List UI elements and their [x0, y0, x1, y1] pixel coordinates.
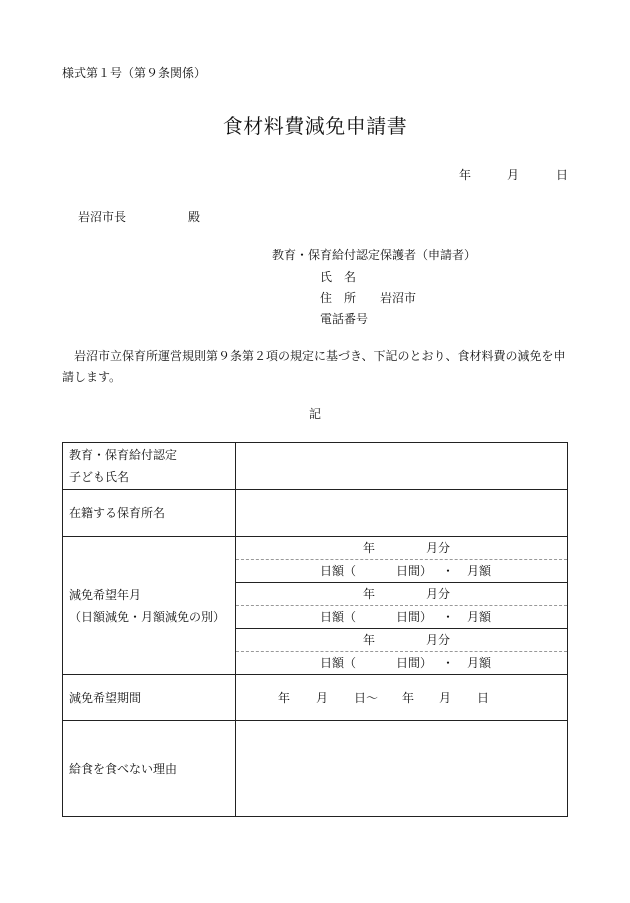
daily-word: 日額（: [320, 610, 357, 624]
applicant-name-row: [320, 268, 380, 285]
month-share-word: 月分: [426, 541, 451, 555]
monthly-word: 月額: [467, 564, 492, 578]
month-share-word: 月分: [426, 633, 451, 647]
applicant-address-row: [320, 289, 416, 306]
period-start-year: 年: [278, 690, 291, 705]
period-end-day: 日: [477, 690, 490, 705]
school-field[interactable]: [236, 490, 568, 537]
exemption-month-label: [63, 537, 236, 675]
days-word: 日間）: [396, 564, 433, 578]
period-end-year: 年: [402, 690, 415, 705]
applicant-phone-row: [320, 310, 380, 327]
daily-word: 日額（: [320, 564, 357, 578]
month-row-2[interactable]: [236, 583, 567, 606]
daily-monthly-row-1[interactable]: [236, 560, 567, 583]
addressee-name: 岩沼市長: [78, 210, 127, 224]
period-start-day: 日〜: [354, 690, 379, 705]
form-number: 様式第１号（第９条関係）: [62, 66, 207, 80]
child-label-line1: 教育・保育給付認定: [69, 448, 178, 462]
addressee-honorific: 殿: [188, 210, 201, 224]
date-day: 日: [556, 168, 569, 182]
child-name-field[interactable]: [236, 443, 568, 490]
reason-field[interactable]: [236, 721, 568, 817]
period-row: [236, 676, 567, 720]
month-label-line1: 減免希望年月: [69, 587, 142, 602]
days-word: 日間）: [396, 610, 433, 624]
daily-monthly-row-2[interactable]: [236, 606, 567, 629]
year-word: 年: [363, 541, 376, 555]
child-name-label: [63, 443, 236, 490]
document-title: 食材料費減免申請書: [222, 114, 408, 138]
application-table: [62, 442, 568, 817]
month-label-line2: （日額減免・月額減免の別）: [69, 609, 226, 624]
date-year: 年: [459, 168, 472, 182]
year-word: 年: [363, 633, 376, 647]
applicant-phone-label: 電話番号: [320, 312, 369, 326]
daily-monthly-row-3[interactable]: [236, 652, 567, 674]
ki-heading: 記: [308, 407, 321, 421]
month-row-1[interactable]: [236, 537, 567, 560]
month-row-3[interactable]: [236, 629, 567, 652]
days-word: 日間）: [396, 656, 433, 670]
daily-word: 日額（: [320, 656, 357, 670]
date-month: 月: [507, 168, 520, 182]
reason-label: 給食を食べない理由: [63, 721, 236, 817]
dot-word: ・: [442, 610, 455, 624]
request-statement: 岩沼市立保育所運営規則第９条第２項の規定に基づき、下記のとおり、食材料費の減免を申請します。: [62, 349, 566, 384]
period-label: 減免希望期間: [63, 675, 236, 721]
dot-word: ・: [442, 656, 455, 670]
applicant-name-label: 氏 名: [320, 270, 357, 284]
exemption-month-field[interactable]: [236, 537, 568, 675]
applicant-heading: 教育・保育給付認定保護者（申請者）: [272, 248, 477, 262]
period-start-month: 月: [316, 690, 329, 705]
dot-word: ・: [442, 564, 455, 578]
applicant-address-value: 岩沼市: [380, 291, 417, 305]
month-share-word: 月分: [426, 587, 451, 601]
period-field[interactable]: [236, 675, 568, 721]
monthly-word: 月額: [467, 610, 492, 624]
year-word: 年: [363, 587, 376, 601]
child-label-line2: 子ども氏名: [69, 470, 130, 484]
school-label: 在籍する保育所名: [63, 490, 236, 537]
addressee: [78, 208, 200, 225]
period-end-month: 月: [439, 690, 452, 705]
monthly-word: 月額: [467, 656, 492, 670]
applicant-address-label: 住 所: [320, 291, 357, 305]
